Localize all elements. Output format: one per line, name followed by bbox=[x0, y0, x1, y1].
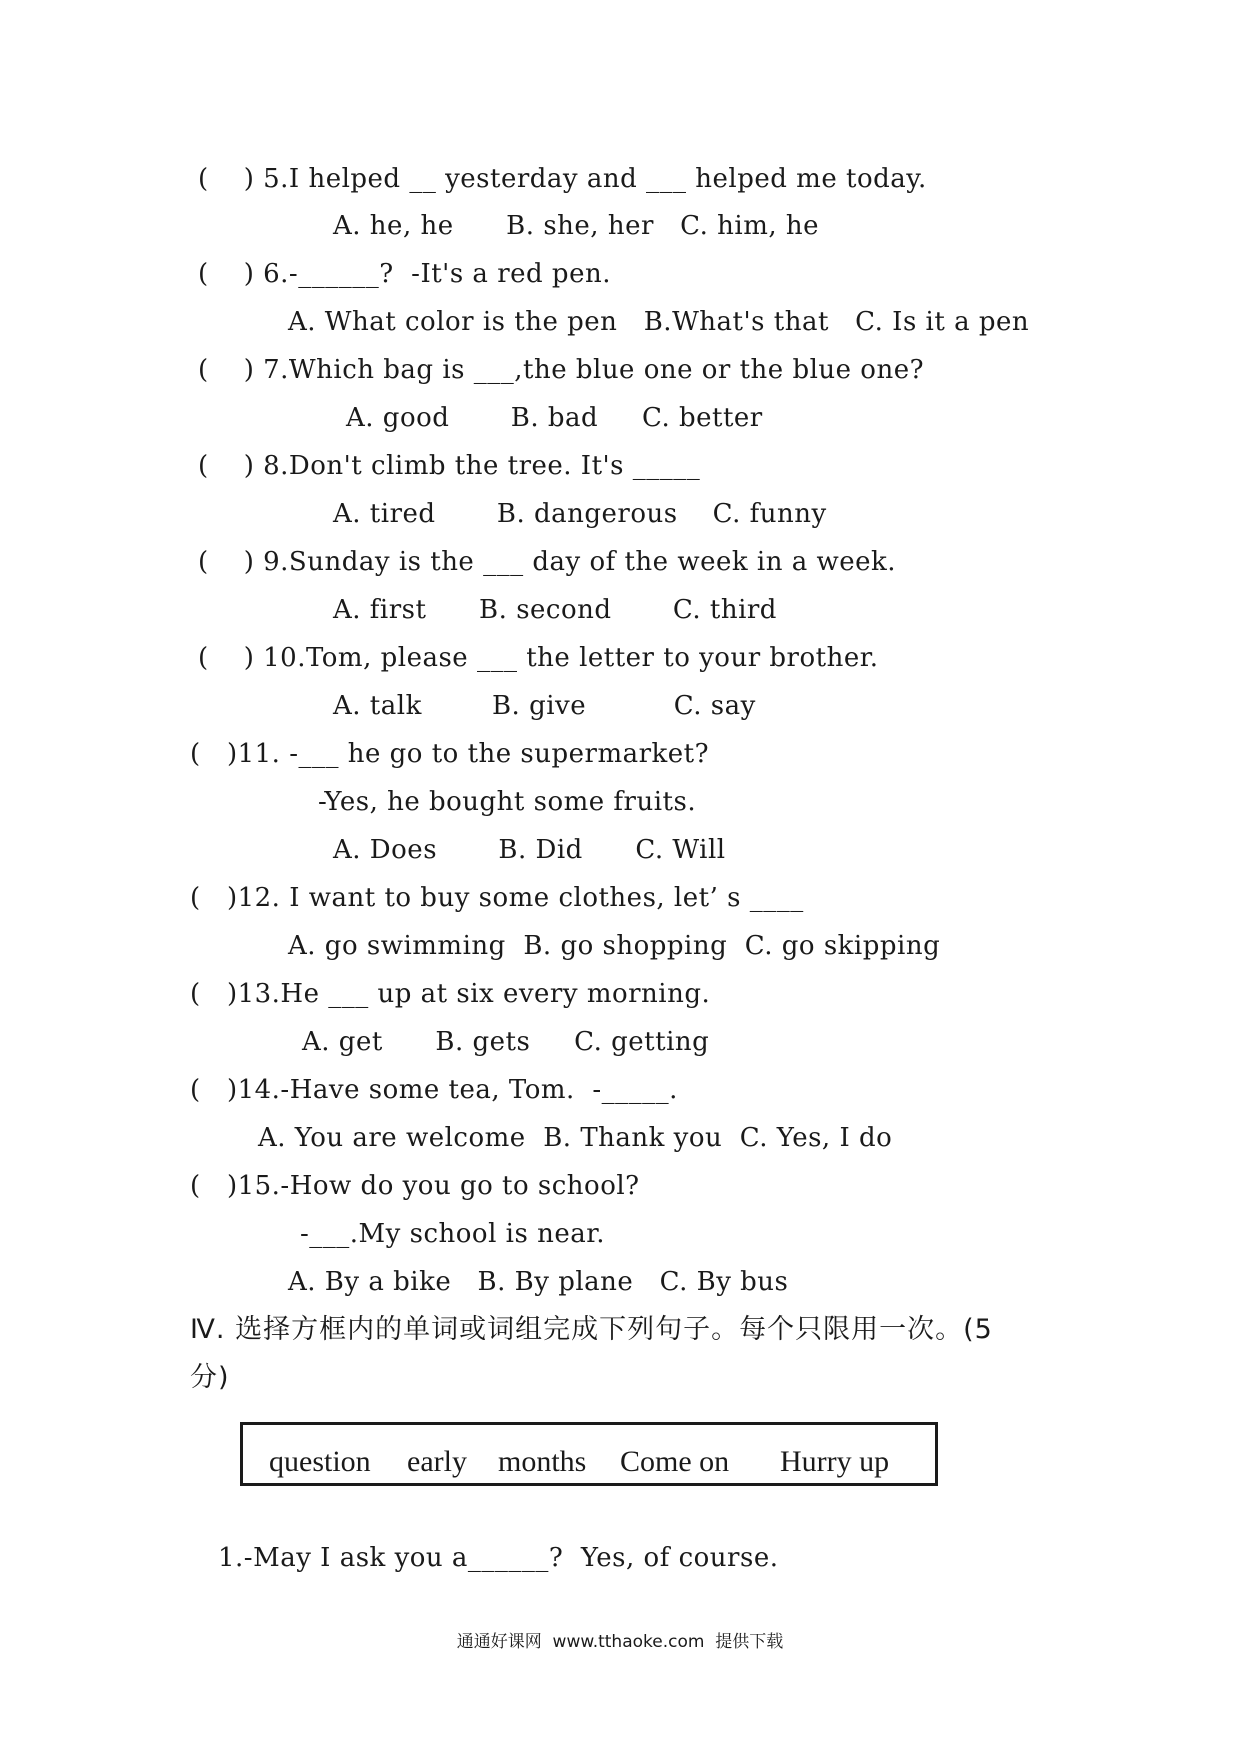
question-11-answer-line: -Yes, he bought some fruits. bbox=[318, 787, 697, 817]
question-14-options: A. You are welcome B. Thank you C. Yes, I do bbox=[258, 1123, 893, 1153]
question-8-options: A. tired B. dangerous C. funny bbox=[333, 499, 827, 529]
question-10-stem: ( ) 10.Tom, please ___ the letter to your brother. bbox=[198, 643, 879, 673]
question-12-options: A. go swimming B. go shopping C. go skipping bbox=[288, 931, 941, 961]
word-bank-item: early bbox=[407, 1445, 467, 1478]
word-bank-item: question bbox=[269, 1445, 371, 1478]
question-12-stem: ( )12. I want to buy some clothes, let’ s ____ bbox=[190, 883, 804, 913]
question-10-options: A. talk B. give C. say bbox=[333, 691, 756, 721]
section-4-heading-cont: 分) bbox=[190, 1362, 230, 1393]
question-6-options: A. What color is the pen B.What's that C. Is it a pen bbox=[288, 307, 1030, 337]
question-7-options: A. good B. bad C. better bbox=[346, 403, 763, 433]
word-bank-item: Hurry up bbox=[780, 1445, 890, 1478]
question-7-stem: ( ) 7.Which bag is ___,the blue one or the blue one? bbox=[198, 355, 925, 385]
word-bank-box bbox=[240, 1422, 938, 1486]
question-13-options: A. get B. gets C. getting bbox=[302, 1027, 710, 1057]
word-bank-item: Come on bbox=[620, 1445, 730, 1478]
section-4-heading: Ⅳ. 选择方框内的单词或词组完成下列句子。每个只限用一次。(5 bbox=[190, 1314, 993, 1345]
question-8-stem: ( ) 8.Don't climb the tree. It's _____ bbox=[198, 451, 701, 481]
section-4-item-1: 1.-May I ask you a______? Yes, of course. bbox=[218, 1543, 779, 1573]
page-footer: 通通好课网 www.tthaoke.com 提供下载 bbox=[456, 1632, 784, 1652]
question-6-stem: ( ) 6.-______? -It's a red pen. bbox=[198, 259, 611, 289]
question-5-stem: ( ) 5.I helped __ yesterday and ___ helped me today. bbox=[198, 164, 927, 194]
question-15-answer-line: -___.My school is near. bbox=[300, 1219, 606, 1249]
question-11-options: A. Does B. Did C. Will bbox=[333, 835, 726, 865]
question-15-stem: ( )15.-How do you go to school? bbox=[190, 1171, 640, 1201]
question-9-options: A. first B. second C. third bbox=[333, 595, 777, 625]
question-13-stem: ( )13.He ___ up at six every morning. bbox=[190, 979, 711, 1009]
question-14-stem: ( )14.-Have some tea, Tom. -_____. bbox=[190, 1075, 678, 1105]
question-15-options: A. By a bike B. By plane C. By bus bbox=[288, 1267, 789, 1297]
word-bank-item: months bbox=[498, 1445, 587, 1478]
question-11-stem: ( )11. -___ he go to the supermarket? bbox=[190, 739, 710, 769]
question-5-options: A. he, he B. she, her C. him, he bbox=[333, 211, 820, 241]
question-9-stem: ( ) 9.Sunday is the ___ day of the week in a week. bbox=[198, 547, 897, 577]
